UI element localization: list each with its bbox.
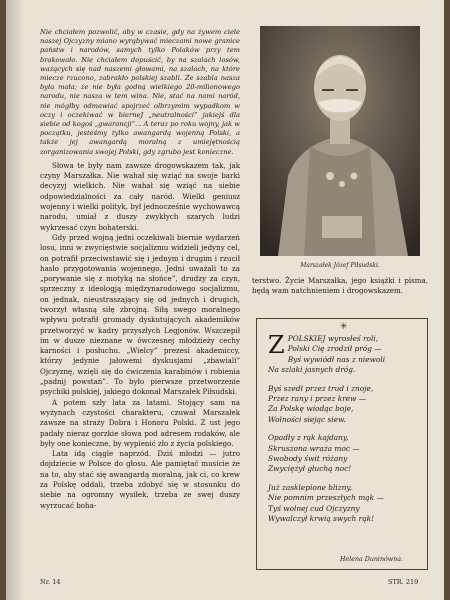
poem-line: Skruszona wraża moc — bbox=[268, 443, 360, 453]
poem-stanza-1 bbox=[268, 331, 426, 376]
poem-stanza-2 bbox=[268, 384, 426, 426]
poem-line: Już zasklepione blizny, bbox=[268, 482, 352, 492]
magazine-page bbox=[6, 0, 444, 600]
paragraph-4: Lata idą ciągle naprzód. Dziś młodzi — jutro dojdziecie w Polsce do głosu. Ale pamiętać musicie że na to, aby stać się awangardą moralną, jak ci, co krew za Polskę oddali, trzeba zdobyć się w stosunku do siebie na ogromny wysiłek, trzeba ze swej duszy wyrzucać boha- bbox=[40, 449, 240, 510]
poem-line: Nie pomnim przeszłych mąk — bbox=[268, 493, 384, 503]
poem-line: Polski Cię zrodził próg — bbox=[287, 344, 382, 354]
poem-dropcap: Z bbox=[268, 331, 285, 359]
poem-line: Swobody świt różany bbox=[268, 454, 348, 464]
poem-line: Wywalczył krwią swych rąk! bbox=[268, 514, 375, 524]
paragraph-3: A potem szły lata za latami. Stojący sam na wyżynach czystości charakteru, czuwał Marszałek zawsze na straży Dobra i Honoru Polski. Z ust jego padały nieraz gorzkie słowa pod adresem rodaków, ale były one konieczne, by wypienić zło z życia polskiego. bbox=[40, 397, 240, 448]
poem-line: Na szlaki jasnych dróg. bbox=[268, 365, 356, 375]
paragraph-1: Słowa te były nam zawsze drogowskazem tak, jak czyny Marszałka. Nie wahał się wziąć na swoje barki decyzyj wielkich. Nie wahał się wziąć na siebie odpowiedzialności za cały naród. Wielki geniusz wojenny i wielki polityk, był jednocześnie wychowawcą narodu, umiał z duszy zwykłych szarych ludzi wykrzesać czyn bohaterski. bbox=[40, 160, 240, 232]
left-column bbox=[40, 28, 240, 576]
continuation-text: terstwo. Życie Marszałka, jego książki i pisma, będą wam natchnieniem i drogowskazem. bbox=[252, 276, 428, 296]
poem-stanza-4 bbox=[268, 483, 426, 525]
issue-number: Nr. 14 bbox=[40, 578, 61, 586]
portrait-illustration bbox=[260, 26, 420, 256]
pilsudski-quote: Nie chciałem pozwolić, aby w czasie, gdy na żywem ciele naszej Ojczyzny miano wyrąbywać mieczami nowe granice państw i narodów, samych tylko Polaków przy tem brakowało. Nie chciałem dopuścić, by na szalach losów, ważących się nad naszemi głowami, na szalach, na które miecze rzucono, zabrakło polskiej szabli. Że szabla nasza była mała; że nie była godną wielkiego 20-milionowego narodu, nie nasza w tem wina. Nie, stać na nami naród, nie mógłby odmawiać spojrzeć olbrzymim wypadkom w oczy i oczekiwać w bierneJ „neutralności” jakiejś dla siebie od kogoś „gwarancji”... A teraz po roku wojny, jak w początku, jesteśmy tylko awangardą wojenną Polski, a także jej awangardą moralną z umiejętnością zorganizowania swojej Polski, gdy zgrubo jest konieczne. bbox=[40, 28, 240, 156]
poem-line: Opadły z rąk kajdany, bbox=[268, 433, 349, 443]
poem-line: Wolności siejąc siew. bbox=[268, 414, 346, 424]
poem-line: Przez rany i przez krew — bbox=[268, 394, 367, 404]
poem-line: Tyś wolnej cud Ojczyzny bbox=[268, 503, 360, 513]
poem-line: Byś wywiódł nas z niewoli bbox=[287, 354, 386, 364]
page-number: STR. 219 bbox=[388, 578, 419, 586]
paragraph-2: Gdy przed wojną jedni oczekiwali biernie wydarzeń losu, inni w zwycięstwie socjalizmu widzieli jedyny cel, on potrafił przeciwstawić się i jednym i drugim i rzucił hasło przygotowania wojennego. Jedni uważali to za „porywanie się z motyką na słońce”, drudzy za czyn, sprzeczny z ideologją międzynarodowego socjalizmu, on jednak, nieustraszający się od jednych i drugich, tworzył własną siłę zbrojną. Siłą swego moralnego wpływu potrafił gromady dyskutujących akademików przetworzyć w kadry przyszłych Legjonów. Wszczepił im w dusze nieznane w ówczesnej młodzieży cechy karności i posłuchu. „Wielcy” prezesi akademiccy, którzy jedynie jałowemi dyskusjami „zbawiali” Ojczyznę, wzięli się do ćwiczenia karabinów i robienia „padnij powstań”. To było pierwsze przetworzenie psychiki polskiej, jakiego dokonał Marszałek Piłsudski. bbox=[40, 232, 240, 397]
portrait-photo bbox=[260, 26, 420, 256]
poem-line: Za Polskę wiodąc boje, bbox=[268, 404, 354, 414]
poem-line: Byś szedł przez trud i znoje, bbox=[268, 383, 374, 393]
poem-stanza-3 bbox=[268, 433, 426, 475]
poem bbox=[268, 331, 426, 533]
poem-line: POLSKIEJ wyrosłeś roli, bbox=[287, 334, 379, 343]
photo-caption: Marszałek Józef Piłsudski. bbox=[300, 262, 380, 269]
poem-line: Zwyciężył głuchą noc! bbox=[268, 464, 352, 474]
asterisk-icon: ✳ bbox=[340, 322, 348, 332]
poem-author: Helena Duninówna. bbox=[340, 556, 403, 563]
